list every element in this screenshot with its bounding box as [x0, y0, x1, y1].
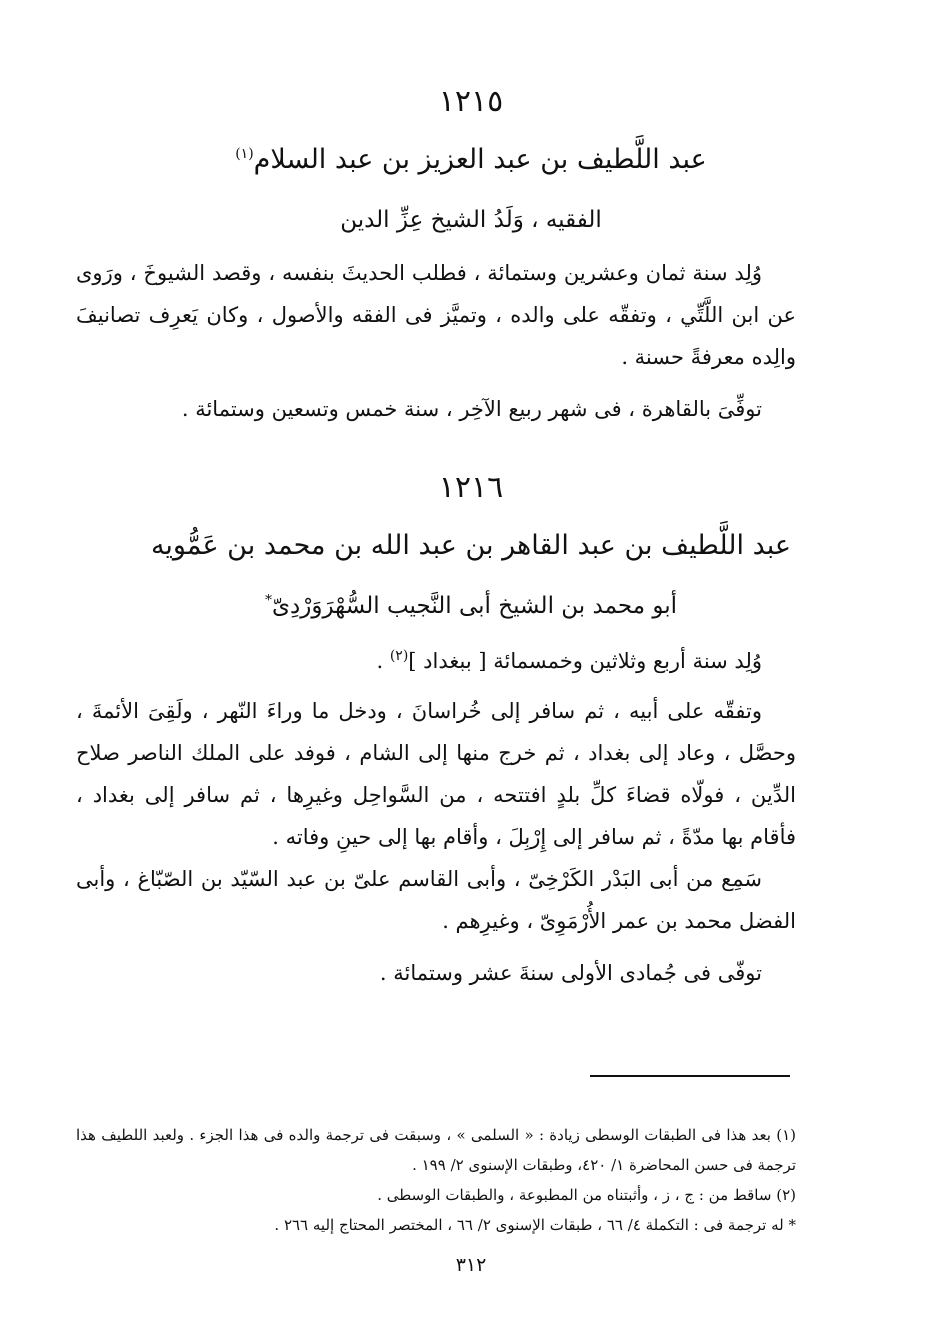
entry-paragraph: توفّى فى جُمادى الأولى سنةَ عشر وستمائة . [379, 961, 762, 985]
birth-text: وُلِد سنة أربع وثلاثين وخمسمائة [ ببغداد ] [408, 649, 762, 673]
entry-name-text: عبد اللَّطيف بن عبد العزيز بن عبد السلام [253, 144, 707, 175]
birth-end: . [376, 649, 390, 673]
entry-name [0, 138, 942, 182]
footnote: (٢) ساقط من : ج ، ز ، وأثبتناه من المطبوعة ، والطبقات الوسطى . [377, 1186, 796, 1204]
entry-number: ١٢١٥ [438, 84, 504, 119]
entry-name: عبد اللَّطيف بن عبد القاهر بن عبد الله بن محمد بن عَمُّويه [150, 530, 792, 561]
footnote-marker: (١) [235, 146, 254, 162]
footnote: (١) بعد هذا فى الطبقات الوسطى زيادة : « السلمى » ، وسبقت فى ترجمة والده فى هذا الجزء . ولعبد اللطيف هذا ترجمة فى حسن المحاضرة ١/ ٤٢٠، وطبقات الإسنوى ٢/ ١٩٩ . [76, 1126, 796, 1174]
entry-paragraph: وتفقّه على أبيه ، ثم سافر إلى خُراسانَ ، ودخل ما وراءَ النّهر ، ولَقِىَ الأئمةَ ، وحصَّل ، وعاد إلى بغداد ، ثم خرج منها إلى الشام ، فوفد على الملك الناصر صلاح الدِّين ، فولّاه قضاءَ كلِّ بلدٍ افتتحه ، من السَّواحِل وغيرِها ، ثم سافر إلى بغداد ، فأقام بها مدّةً ، ثم سافر إلى إِرْبِلَ ، وأقام بها إلى حينِ وفاته . [76, 699, 796, 849]
page-number: ٣١٢ [455, 1254, 487, 1276]
entry-number: ١٢١٦ [438, 470, 504, 505]
footnote-marker: (٢) [389, 648, 409, 664]
entry-paragraph: توفِّىَ بالقاهرة ، فى شهر ربيع الآخِر ، سنة خمس وتسعين وستمائة . [181, 397, 762, 421]
footnote-rule [590, 1075, 790, 1077]
footnotes [76, 1120, 796, 1240]
footnote: * له ترجمة فى : التكملة ٤/ ٦٦ ، طبقات الإسنوى ٢/ ٦٦ ، المختصر المحتاج إليه ٢٦٦ . [274, 1216, 796, 1234]
entry-subtitle-text: أبو محمد بن الشيخ أبى النَّجيب السُّهْرَوَرْدِىّ [271, 593, 678, 619]
entry-subtitle: الفقيه ، وَلَدُ الشيخ عِزِّ الدين [340, 207, 602, 233]
footnote-marker: * [264, 592, 272, 609]
entry-birth-line [76, 640, 796, 682]
entry-paragraph: سَمِع من أبى البَدْر الكَرْخِىّ ، وأبى القاسم علىّ بن عبد السّيّد بن الصّبّاغ ، وأبى الفضل محمد بن عمر الأُرْمَوِىّ ، وغيرِهم . [76, 867, 796, 933]
entry-paragraph: وُلِد سنة ثمان وعشرين وستمائة ، فطلب الحديثَ بنفسه ، وقصد الشيوخَ ، ورَوى عن ابن اللَّتِّي ، وتفقّه على والده ، وتميَّز فى الفقه والأصول ، وكان يَعرِف تصانيفَ والِده معرفةً حسنة . [76, 261, 796, 369]
entry-subtitle [0, 586, 942, 626]
